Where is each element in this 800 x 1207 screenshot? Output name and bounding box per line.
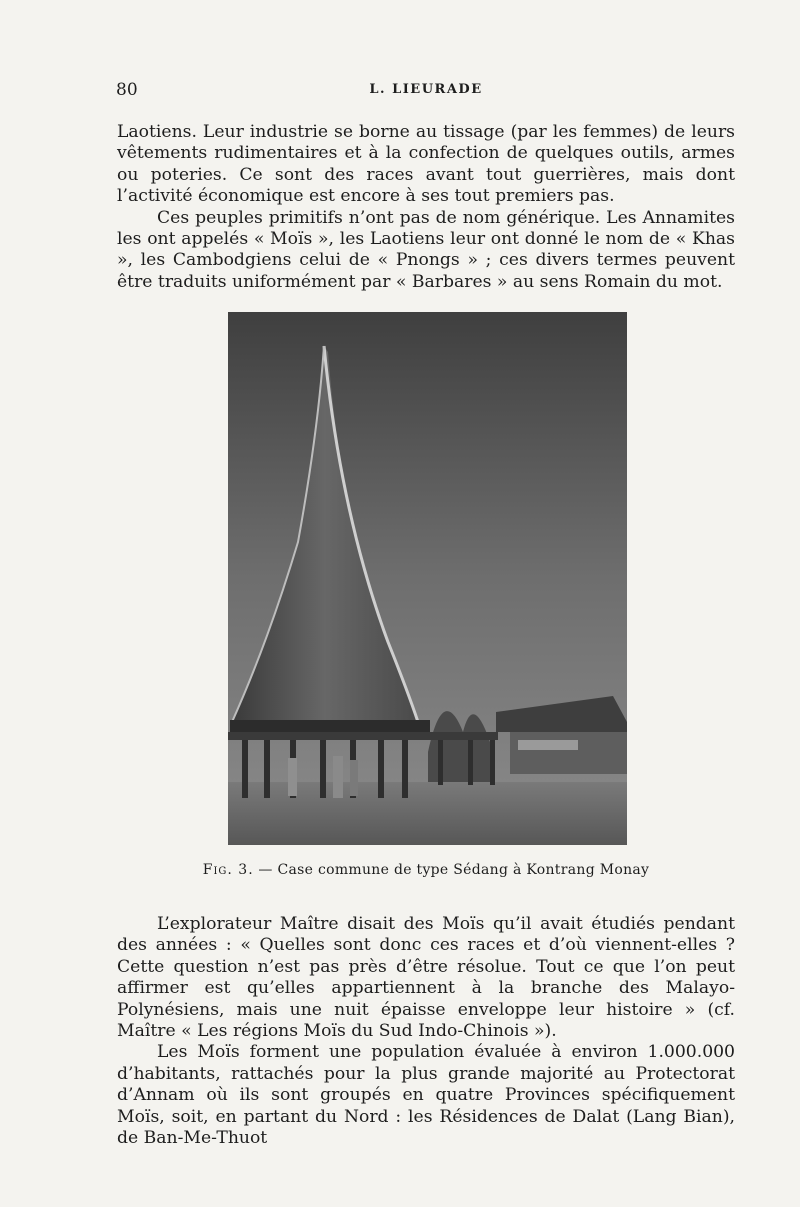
paragraph: Les Moïs forment une population évaluée à environ 1.000.000 d’habitants, rattachés pour la plus grande majorité au Protectorat d’Annam où ils sont groupés en quatre Provinces spécifiquement Moïs, soit, en partant du Nord : les Résidences de Dalat (Lang Bian), de Ban-Me-Thuot — [117, 1042, 735, 1149]
text-block-top — [117, 122, 735, 293]
photo-illustration — [228, 312, 627, 845]
running-head: L. LIEURADE — [369, 82, 483, 97]
figure-photo-sedang-house — [228, 312, 627, 845]
figure-label: Fig. 3. — [202, 862, 254, 878]
paragraph: L’explorateur Maître disait des Moïs qu’il avait étudiés pendant des années : « Quelles sont donc ces races et d’où viennent-elles ? Cette question n’est pas près d’être résolue. Tout ce que l’on peut affirmer est qu’elles appartiennent à la branche des Malayo-Polynésiens, mais une nuit épaisse enveloppe leur histoire » (cf. Maître « Les régions Moïs du Sud Indo-Chinois »). — [117, 914, 735, 1042]
figure-caption-text: — Case commune de type Sédang à Kontrang Monay — [253, 862, 650, 878]
page-number: 80 — [116, 80, 138, 100]
figure-caption — [0, 862, 800, 878]
paragraph: Laotiens. Leur industrie se borne au tissage (par les femmes) de leurs vêtements rudimentaires et à la confection de quelques outils, armes ou poteries. Ce sont des races avant tout guerrières, mais dont l’activité économique est encore à ses tout premiers pas. — [117, 122, 735, 207]
text-block-bottom — [117, 914, 735, 1149]
paragraph: Ces peuples primitifs n’ont pas de nom générique. Les Annamites les ont appelés « Moïs », les Laotiens leur ont donné le nom de « Khas », les Cambodgiens celui de « Pnongs » ; ces divers termes peuvent être traduits uniformément par « Barbares » au sens Romain du mot. — [117, 207, 735, 292]
